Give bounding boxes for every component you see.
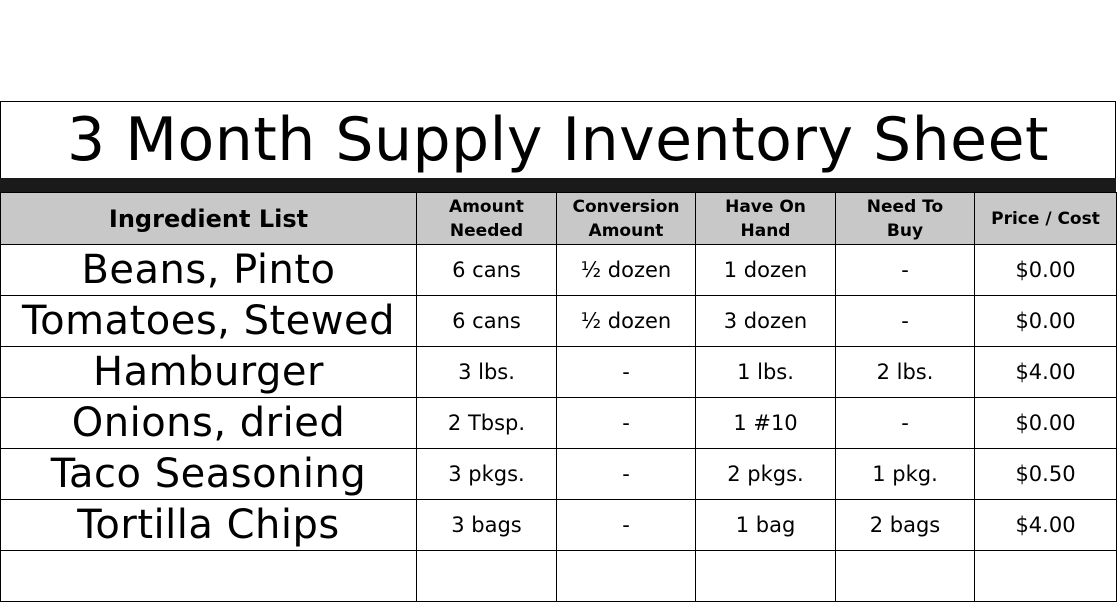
cell-conversion-amount[interactable]: - bbox=[557, 449, 696, 500]
header-have-on-hand bbox=[696, 193, 836, 245]
cell-ingredient[interactable]: Tortilla Chips bbox=[1, 500, 417, 551]
cell-ingredient[interactable]: Hamburger bbox=[1, 347, 417, 398]
cell-conversion-amount[interactable]: - bbox=[557, 500, 696, 551]
table-row bbox=[1, 398, 1117, 449]
cell-conversion-amount[interactable]: - bbox=[557, 398, 696, 449]
cell-price-cost[interactable]: $0.00 bbox=[975, 296, 1117, 347]
cell-price-cost[interactable]: $4.00 bbox=[975, 347, 1117, 398]
header-need-line1: Need To bbox=[866, 196, 944, 217]
cell-have-on-hand[interactable]: 1 bag bbox=[696, 500, 836, 551]
cell-have-on-hand[interactable]: 1 lbs. bbox=[696, 347, 836, 398]
table-row bbox=[1, 500, 1117, 551]
cell-need-to-buy[interactable]: 2 bags bbox=[836, 500, 975, 551]
cell-amount-needed[interactable]: 2 Tbsp. bbox=[417, 398, 557, 449]
header-need-to-buy bbox=[836, 193, 975, 245]
inventory-table bbox=[0, 192, 1117, 602]
cell-price-cost[interactable] bbox=[975, 551, 1117, 602]
sheet-title: 3 Month Supply Inventory Sheet bbox=[0, 101, 1116, 178]
cell-need-to-buy[interactable]: 1 pkg. bbox=[836, 449, 975, 500]
header-price-cost: Price / Cost bbox=[975, 193, 1117, 245]
header-amount-needed-line1: Amount bbox=[449, 196, 524, 217]
cell-need-to-buy[interactable] bbox=[836, 551, 975, 602]
cell-have-on-hand[interactable]: 1 #10 bbox=[696, 398, 836, 449]
header-amount-needed-line2: Needed bbox=[449, 220, 524, 241]
header-conversion-amount bbox=[557, 193, 696, 245]
header-have-line1: Have On bbox=[725, 196, 806, 217]
header-ingredient-list: Ingredient List bbox=[1, 193, 417, 245]
header-conversion-line1: Conversion bbox=[572, 196, 680, 217]
cell-ingredient[interactable]: Tomatoes, Stewed bbox=[1, 296, 417, 347]
cell-price-cost[interactable]: $0.00 bbox=[975, 245, 1117, 296]
header-need-line2: Buy bbox=[886, 220, 924, 241]
cell-have-on-hand[interactable] bbox=[696, 551, 836, 602]
cell-conversion-amount[interactable]: ½ dozen bbox=[557, 245, 696, 296]
table-row bbox=[1, 245, 1117, 296]
cell-price-cost[interactable]: $4.00 bbox=[975, 500, 1117, 551]
cell-ingredient[interactable]: Beans, Pinto bbox=[1, 245, 417, 296]
cell-need-to-buy[interactable]: - bbox=[836, 245, 975, 296]
cell-have-on-hand[interactable]: 2 pkgs. bbox=[696, 449, 836, 500]
cell-conversion-amount[interactable]: - bbox=[557, 347, 696, 398]
table-row bbox=[1, 347, 1117, 398]
cell-amount-needed[interactable]: 6 cans bbox=[417, 245, 557, 296]
cell-have-on-hand[interactable]: 3 dozen bbox=[696, 296, 836, 347]
header-amount-needed bbox=[417, 193, 557, 245]
cell-conversion-amount[interactable] bbox=[557, 551, 696, 602]
cell-amount-needed[interactable]: 3 bags bbox=[417, 500, 557, 551]
table-row bbox=[1, 449, 1117, 500]
cell-amount-needed[interactable]: 3 lbs. bbox=[417, 347, 557, 398]
cell-need-to-buy[interactable]: 2 lbs. bbox=[836, 347, 975, 398]
cell-conversion-amount[interactable]: ½ dozen bbox=[557, 296, 696, 347]
table-row bbox=[1, 296, 1117, 347]
cell-ingredient[interactable]: Taco Seasoning bbox=[1, 449, 417, 500]
cell-amount-needed[interactable] bbox=[417, 551, 557, 602]
header-conversion-line2: Amount bbox=[588, 220, 664, 241]
cell-amount-needed[interactable]: 3 pkgs. bbox=[417, 449, 557, 500]
table-row-empty bbox=[1, 551, 1117, 602]
cell-need-to-buy[interactable]: - bbox=[836, 296, 975, 347]
cell-have-on-hand[interactable]: 1 dozen bbox=[696, 245, 836, 296]
cell-price-cost[interactable]: $0.50 bbox=[975, 449, 1117, 500]
title-divider bbox=[0, 178, 1116, 192]
cell-price-cost[interactable]: $0.00 bbox=[975, 398, 1117, 449]
cell-ingredient[interactable] bbox=[1, 551, 417, 602]
cell-amount-needed[interactable]: 6 cans bbox=[417, 296, 557, 347]
cell-need-to-buy[interactable]: - bbox=[836, 398, 975, 449]
cell-ingredient[interactable]: Onions, dried bbox=[1, 398, 417, 449]
inventory-sheet bbox=[0, 101, 1116, 596]
header-row bbox=[1, 193, 1117, 245]
header-have-line2: Hand bbox=[740, 220, 791, 241]
